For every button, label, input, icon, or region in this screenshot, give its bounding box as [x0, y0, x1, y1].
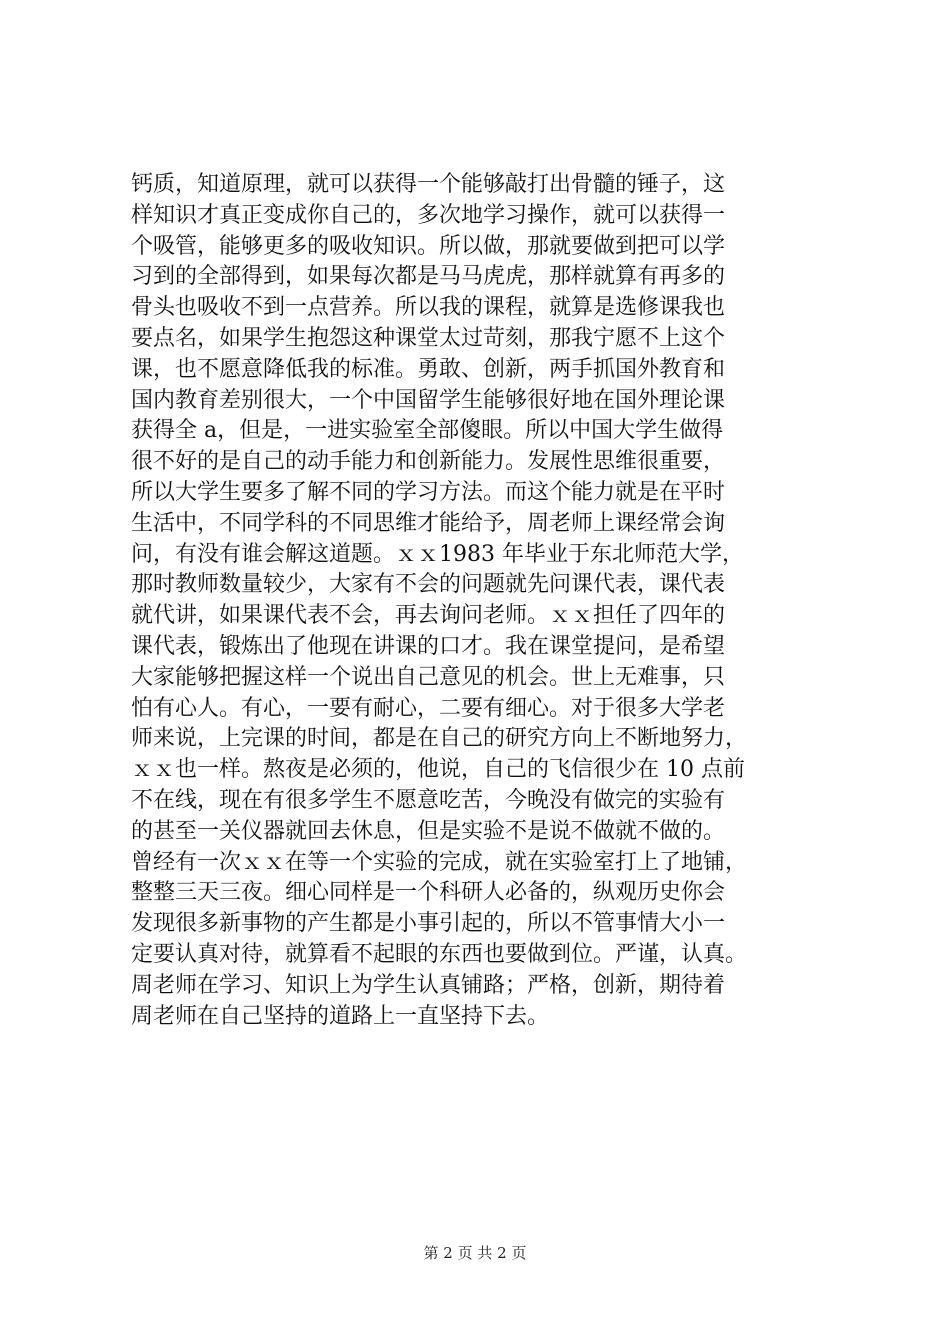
text-line: 骨头也吸收不到一点营养。所以我的课程，就算是选修课我也	[131, 295, 726, 321]
text-line: ｘｘ也一样。熬夜是必须的，他说，自己的飞信很少在 10 点前	[131, 757, 745, 783]
text-line: 要点名，如果学生抱怨这种课堂太过苛刻，那我宁愿不上这个	[131, 325, 726, 351]
text-line: 国内教育差别很大，一个中国留学生能够很好地在国外理论课	[131, 387, 726, 413]
text-line: 很不好的是自己的动手能力和创新能力。发展性思维很重要，	[131, 449, 726, 475]
text-line: 周老师在学习、知识上为学生认真铺路；严格，创新，期待着	[131, 972, 726, 998]
text-line: 的甚至一关仪器就回去休息，但是实验不是说不做就不做的。	[131, 818, 726, 844]
text-line: 曾经有一次ｘｘ在等一个实验的完成，就在实验室打上了地铺，	[131, 849, 748, 875]
text-line: 个吸管，能够更多的吸收知识。所以做，那就要做到把可以学	[131, 233, 726, 259]
text-line: 样知识才真正变成你自己的，多次地学习操作，就可以获得一	[131, 202, 726, 228]
text-line: 课，也不愿意降低我的标准。勇敢、创新，两手抓国外教育和	[131, 356, 726, 382]
text-line: 课代表，锻炼出了他现在讲课的口才。我在课堂提问，是希望	[131, 633, 726, 659]
text-line: 怕有心人。有心，一要有耐心，二要有细心。对于很多大学老	[131, 695, 726, 721]
body-text	[131, 170, 831, 1032]
text-line: 获得全 a，但是，一进实验室全部傻眼。所以中国大学生做得	[131, 418, 724, 444]
text-line: 那时教师数量较少，大家有不会的问题就先问课代表，课代表	[131, 572, 726, 598]
text-line: 生活中，不同学科的不同思维才能给予，周老师上课经常会询	[131, 510, 726, 536]
text-line: 发现很多新事物的产生都是小事引起的，所以不管事情大小一	[131, 911, 726, 937]
text-line: 整整三天三夜。细心同样是一个科研人必备的，纵观历史你会	[131, 880, 726, 906]
text-line: 大家能够把握这样一个说出自己意见的机会。世上无难事，只	[131, 664, 726, 690]
text-line: 钙质，知道原理，就可以获得一个能够敲打出骨髓的锤子，这	[131, 172, 726, 197]
text-line: 就代讲，如果课代表不会，再去询问老师。ｘｘ担任了四年的	[131, 603, 726, 629]
text-line: 周老师在自己坚持的道路上一直坚持下去。	[131, 1003, 550, 1029]
text-line: 师来说，上完课的时间，都是在自己的研究方向上不断地努力，	[131, 726, 748, 752]
text-line: 习到的全部得到，如果每次都是马马虎虎，那样就算有再多的	[131, 264, 726, 290]
text-line: 定要认真对待，就算看不起眼的东西也要做到位。严谨，认真。	[131, 941, 748, 967]
text-line: 问，有没有谁会解这道题。ｘｘ1983 年毕业于东北师范大学，	[131, 541, 744, 567]
text-line: 所以大学生要多了解不同的学习方法。而这个能力就是在平时	[131, 479, 726, 505]
text-line: 不在线，现在有很多学生不愿意吃苦，今晚没有做完的实验有	[131, 787, 726, 813]
page-footer: 第 2 页 共 2 页	[423, 1244, 527, 1262]
